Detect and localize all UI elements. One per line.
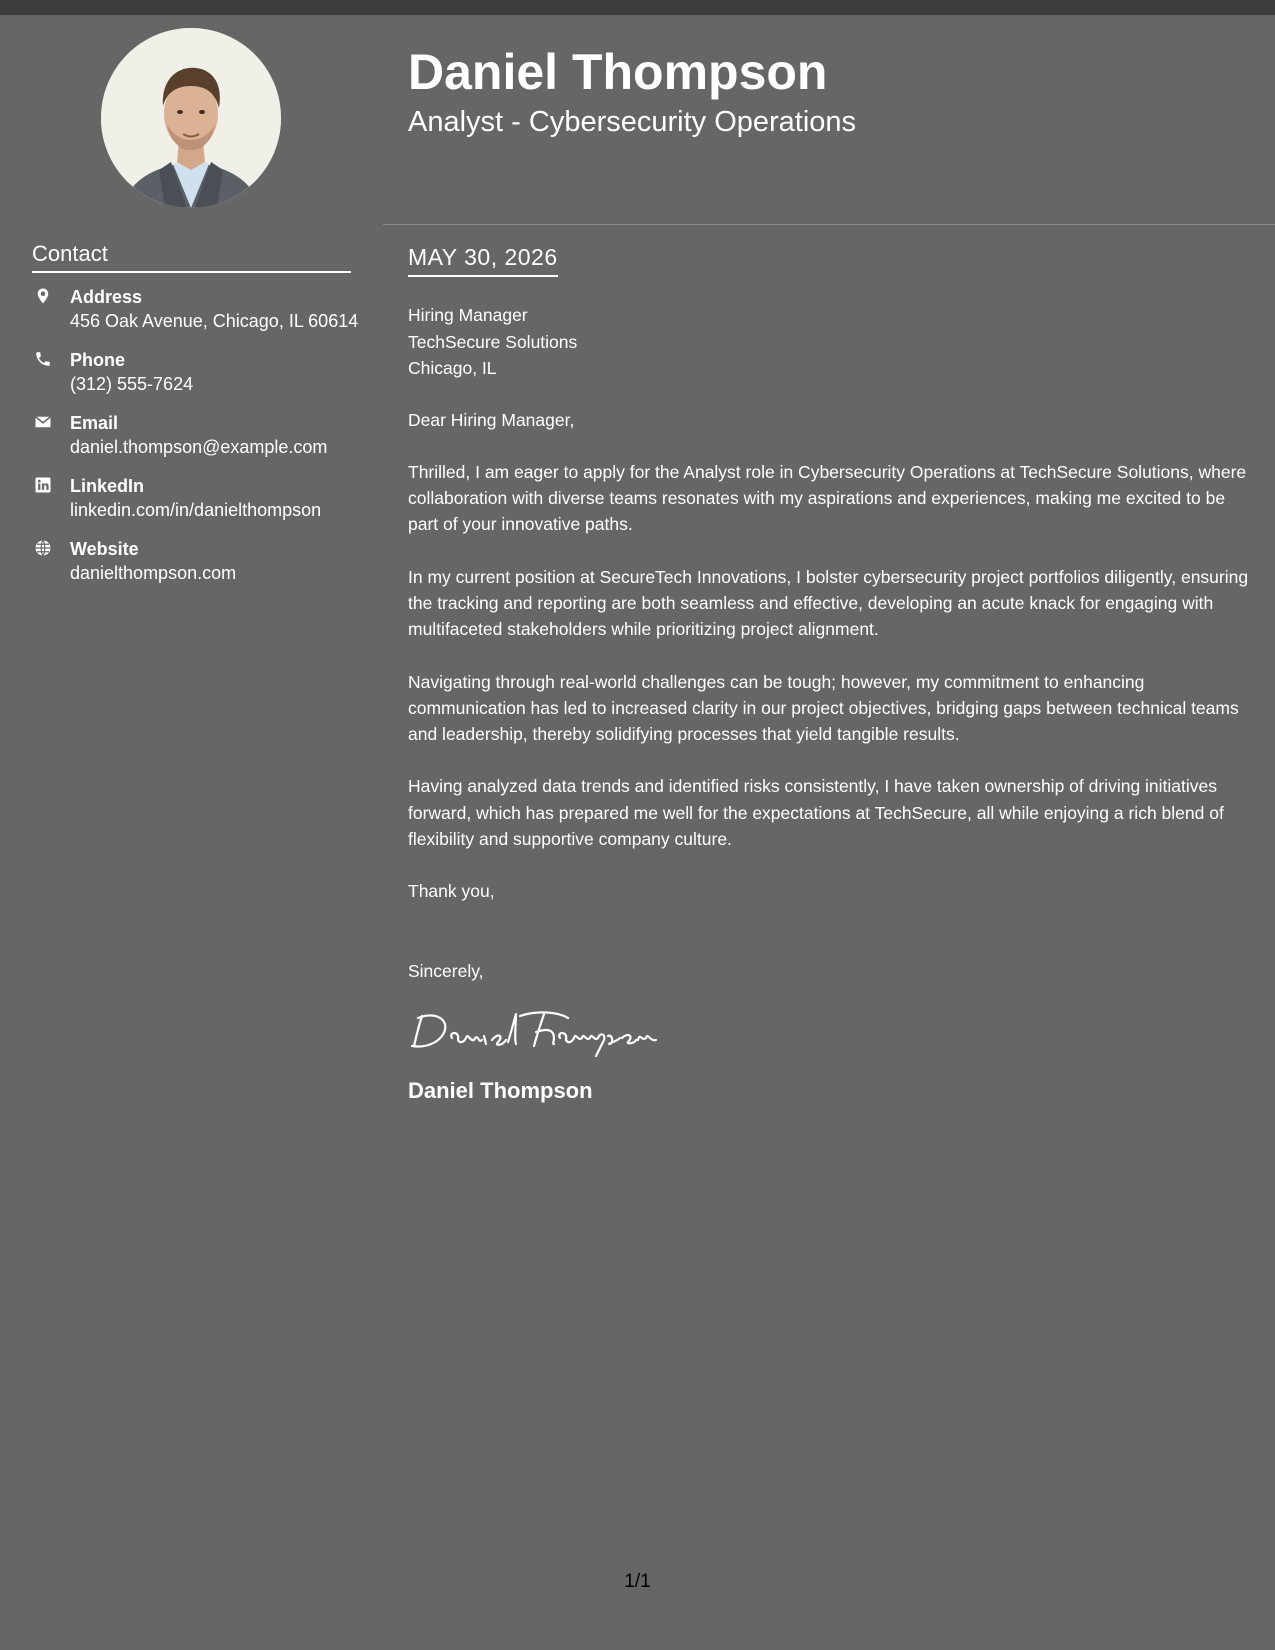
contact-label: Address — [70, 287, 143, 307]
recipient-block — [408, 302, 1253, 382]
contact-label: LinkedIn — [70, 476, 145, 496]
signed-name: Daniel Thompson — [408, 1077, 593, 1103]
globe-icon — [34, 539, 52, 557]
contact-phone — [32, 348, 362, 397]
sign-off: Sincerely, — [408, 960, 484, 981]
contact-list — [32, 285, 362, 600]
contact-label: Website — [70, 539, 139, 559]
contact-address — [32, 285, 362, 334]
contact-linkedin — [32, 474, 362, 523]
contact-website — [32, 537, 362, 586]
recipient-line: Chicago, IL — [408, 358, 497, 378]
salutation: Dear Hiring Manager, — [408, 409, 575, 430]
applicant-role: Analyst - Cybersecurity Operations — [408, 106, 857, 138]
top-bar — [0, 0, 1275, 15]
contact-email — [32, 411, 362, 460]
page-number: 1/1 — [624, 1571, 651, 1592]
header-divider — [383, 224, 1275, 225]
phone-icon — [34, 350, 52, 368]
sidebar — [0, 15, 383, 1650]
letter-paragraph: In my current position at SecureTech Innovations, I bolster cybersecurity project portfolios diligently, ensuring the tracking and reporting are both seamless and effective, developing an acute knack for engaging with multifaceted stakeholders while prioritizing project alignment. — [408, 566, 1249, 640]
contact-value: 456 Oak Avenue, Chicago, IL 60614 — [70, 311, 359, 331]
contact-value[interactable]: linkedin.com/in/danielthompson — [70, 500, 322, 520]
letter-paragraph: Thrilled, I am eager to apply for the Analyst role in Cybersecurity Operations at TechSecure Solutions, where collaboration with diverse teams resonates with my aspirations and experiences, making me excited to be part of your innovative paths. — [408, 461, 1247, 535]
closing: Thank you, — [408, 881, 495, 902]
profile-photo — [101, 28, 281, 208]
signature — [408, 1002, 678, 1062]
envelope-icon — [34, 413, 52, 431]
linkedin-icon — [34, 476, 52, 494]
letter-date: MAY 30, 2026 — [408, 244, 558, 277]
recipient-line: Hiring Manager — [408, 305, 528, 325]
applicant-name: Daniel Thompson — [408, 44, 828, 100]
contact-value: daniel.thompson@example.com — [70, 437, 328, 457]
contact-label: Phone — [70, 350, 126, 370]
letter-body — [408, 302, 1253, 1104]
letter-paragraph: Having analyzed data trends and identified risks consistently, I have taken ownership of driving initiatives forward, which has prepared me well for the expectations at TechSecure, all while enjoying a rich blend of flexibility and supportive company culture. — [408, 776, 1224, 850]
contact-value[interactable]: danielthompson.com — [70, 563, 237, 583]
contact-value: (312) 555-7624 — [70, 374, 194, 394]
letter-paragraph: Navigating through real-world challenges can be tough; however, my commitment to enhancing communication has led to increased clarity in our project objectives, bridging gaps between technical teams and leadership, thereby solidifying processes that yield tangible results. — [408, 671, 1239, 745]
contact-label: Email — [70, 413, 119, 433]
recipient-line: TechSecure Solutions — [408, 331, 578, 352]
contact-heading: Contact — [32, 241, 351, 273]
map-pin-icon — [34, 287, 52, 305]
